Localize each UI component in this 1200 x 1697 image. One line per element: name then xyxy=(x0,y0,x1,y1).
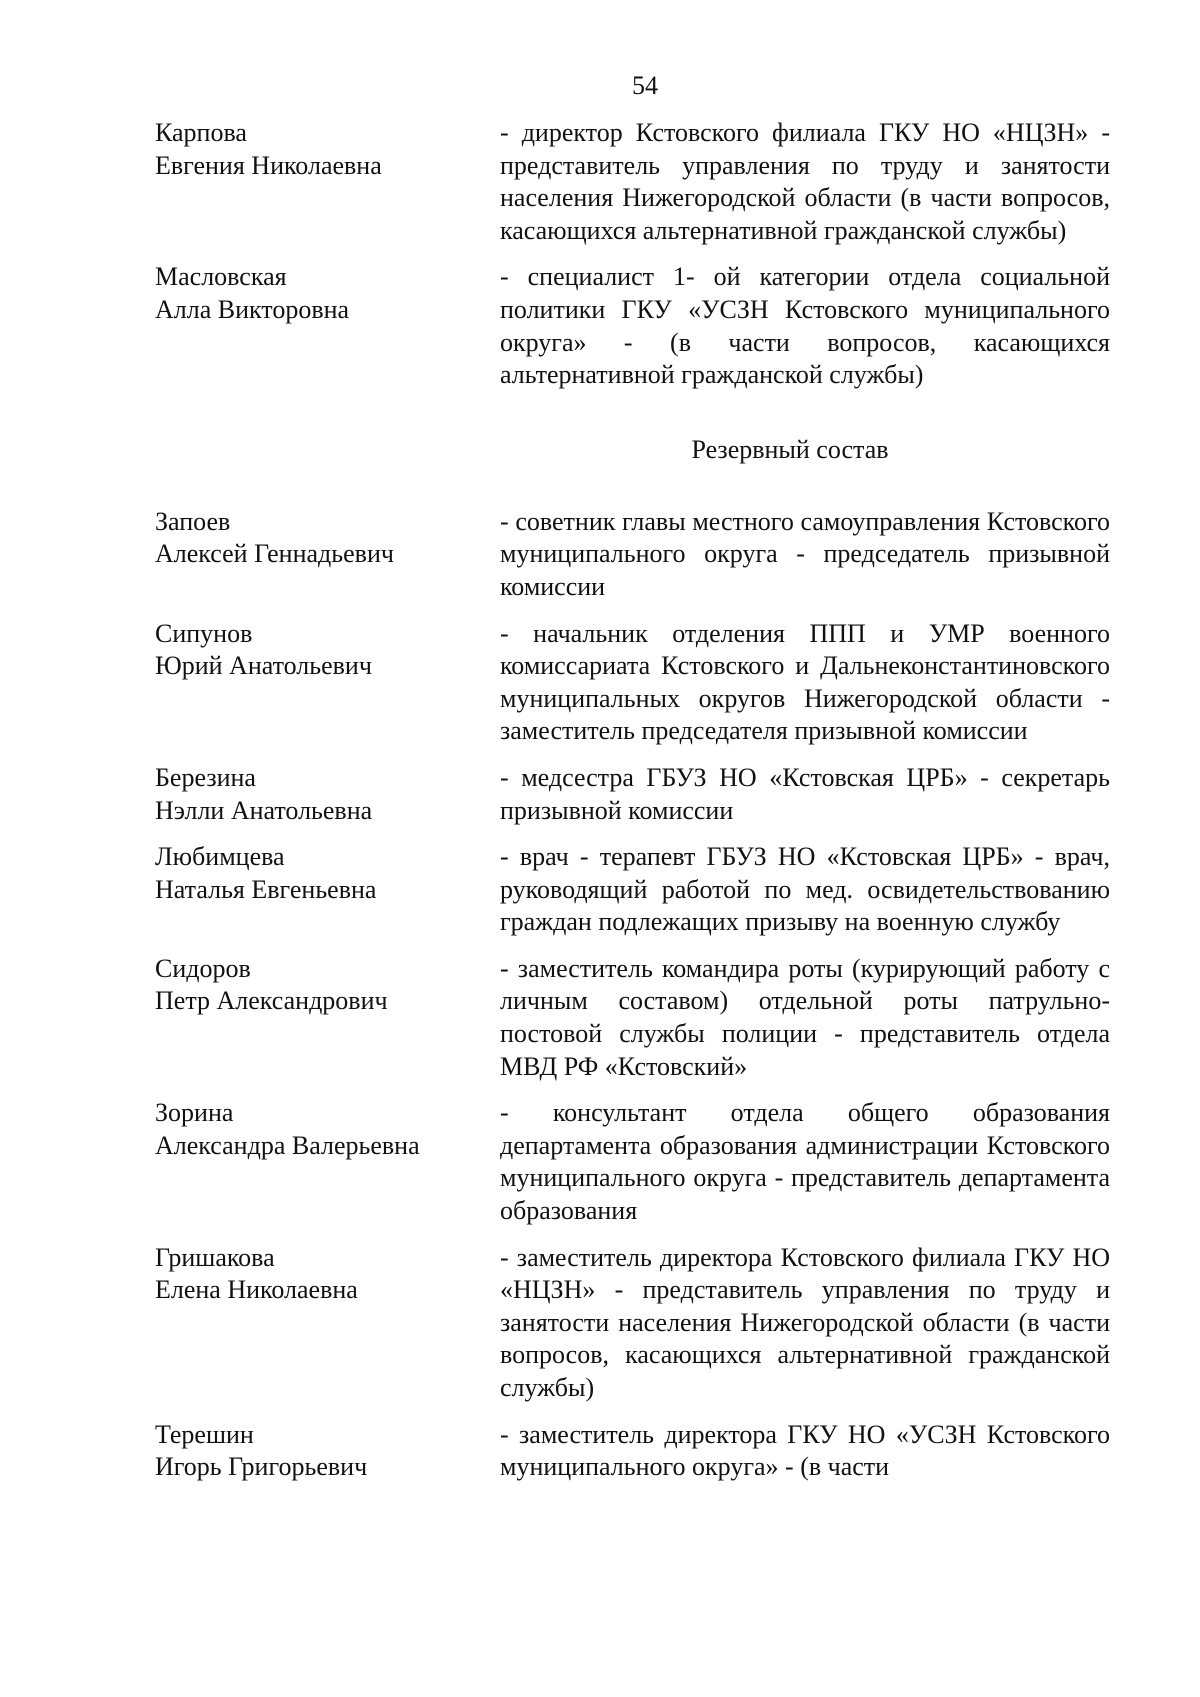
member-role: - заместитель командира роты (курирующий работу с личным составом) отдельной роты патрульно-постовой службы полиции - представитель отдела МВД РФ «Кстовский» xyxy=(500,953,1110,1081)
member-given-name: Александра Валерьевна xyxy=(155,1130,420,1160)
member-given-name: Нэлли Анатольевна xyxy=(155,795,373,825)
member-name xyxy=(155,762,500,827)
member-surname: Зорина xyxy=(155,1098,234,1128)
member-given-name: Евгения Николаевна xyxy=(155,150,382,180)
reserve-member-entry xyxy=(155,1242,1110,1405)
reserve-member-entry xyxy=(155,762,1110,827)
reserve-member-entry xyxy=(155,506,1110,604)
reserve-member-entry xyxy=(155,1419,1110,1484)
member-surname: Запоев xyxy=(155,506,231,536)
member-surname: Гришакова xyxy=(155,1242,275,1272)
member-role: - начальник отделения ППП и УМР военного комиссариата Кстовского и Дальнеконстантиновского муниципальных округов Нижегородской области - заместитель председателя призывной комиссии xyxy=(500,618,1110,746)
member-given-name: Юрий Анатольевич xyxy=(155,651,372,681)
member-given-name: Елена Николаевна xyxy=(155,1275,358,1305)
member-given-name: Игорь Григорьевич xyxy=(155,1452,368,1482)
reserve-member-entry xyxy=(155,953,1110,1083)
page-number: 54 xyxy=(632,71,658,100)
member-surname: Карпова xyxy=(155,118,247,147)
member-name xyxy=(155,1242,500,1405)
member-role: - консультант отдела общего образования департамента образования администрации Кстовского муниципального округа - представитель департамента образования xyxy=(500,1098,1110,1226)
member-given-name: Петр Александрович xyxy=(155,986,388,1016)
member-role: - специалист 1- ой категории отдела социальной политики ГКУ «УСЗН Кстовского муниципального округа» - (в части вопросов, касающихся альтернативной гражданской службы) xyxy=(500,262,1110,390)
member-surname: Сидоров xyxy=(155,953,251,983)
member-entry xyxy=(155,261,1110,391)
member-role: - заместитель директора Кстовского филиала ГКУ НО «НЦЗН» - представитель управления по труду и занятости населения Нижегородской области (в части вопросов, касающихся альтернативной гражданской службы) xyxy=(500,1242,1110,1402)
member-given-name: Наталья Евгеньевна xyxy=(155,874,377,904)
member-surname: Масловская xyxy=(155,262,287,292)
member-given-name: Алла Викторовна xyxy=(155,294,350,324)
member-entry xyxy=(155,117,1110,247)
member-name xyxy=(155,953,500,1083)
reserve-member-entry xyxy=(155,1097,1110,1227)
member-role: - советник главы местного самоуправления Кстовского муниципального округа - председатель призывной комиссии xyxy=(500,506,1110,601)
member-role: - директор Кстовского филиала ГКУ НО «НЦЗН» - представитель управления по труду и занятости населения Нижегородской области (в части вопросов, касающихся альтернативной гражданской службы) xyxy=(500,118,1110,245)
member-name xyxy=(155,618,500,748)
member-role: - заместитель директора ГКУ НО «УСЗН Кстовского муниципального округа» - (в части xyxy=(500,1419,1110,1482)
member-name xyxy=(155,1097,500,1227)
reserve-member-entry xyxy=(155,618,1110,748)
member-name xyxy=(155,506,500,604)
member-surname: Березина xyxy=(155,762,256,792)
member-name xyxy=(155,1419,500,1484)
member-name xyxy=(155,261,500,391)
document-body xyxy=(155,117,1110,1498)
member-role: - медсестра ГБУЗ НО «Кстовская ЦРБ» - секретарь призывной комиссии xyxy=(500,762,1110,825)
reserve-member-entry xyxy=(155,841,1110,939)
member-surname: Любимцева xyxy=(155,842,285,872)
member-name xyxy=(155,841,500,939)
member-role: - врач - терапевт ГБУЗ НО «Кстовская ЦРБ» - врач, руководящий работой по мед. освидетельствованию граждан подлежащих призыву на военную службу xyxy=(500,842,1110,937)
section-heading-reserve: Резервный состав xyxy=(691,434,889,464)
member-given-name: Алексей Геннадьевич xyxy=(155,539,394,569)
member-surname: Терешин xyxy=(155,1419,254,1449)
member-name xyxy=(155,117,500,247)
member-surname: Сипунов xyxy=(155,618,253,648)
